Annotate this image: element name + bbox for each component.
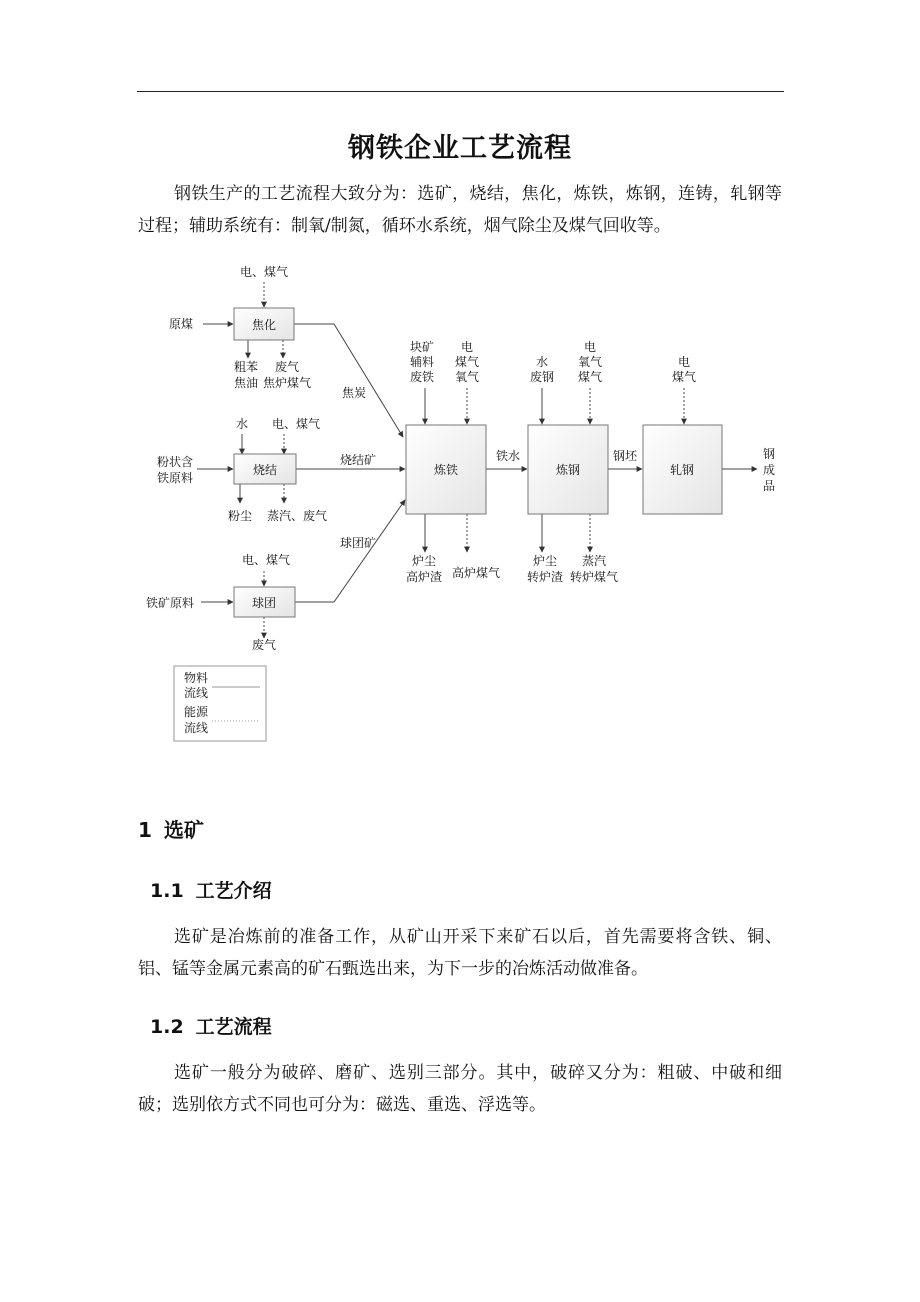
legend-box — [174, 666, 266, 741]
pellet-feed: 铁矿原料 — [146, 596, 195, 610]
sinter-ore: 烧结矿 — [340, 453, 377, 467]
iron-input: 电 — [461, 340, 474, 354]
pellet-label: 球团 — [251, 596, 277, 610]
steel-output: 炉尘 — [533, 554, 558, 568]
legend-energy: 能源 — [184, 705, 209, 719]
iron-output: 高炉煤气 — [452, 566, 501, 580]
rolling-label: 轧钢 — [669, 463, 695, 477]
iron-input: 块矿 — [410, 340, 435, 354]
sinter-label: 烧结 — [252, 463, 278, 477]
pellet-energy: 电、煤气 — [242, 553, 291, 567]
pellet-output: 废气 — [252, 638, 277, 652]
rolling-input: 煤气 — [672, 370, 697, 384]
coking-energy: 电、煤气 — [240, 265, 289, 279]
coking-output: 焦炉煤气 — [263, 376, 312, 390]
steel-input: 水 — [536, 355, 549, 369]
billet: 钢坯 — [613, 449, 638, 463]
sinter-output: 粉尘 — [228, 509, 253, 523]
section-1-2-heading: 1.2 工艺流程 — [150, 1016, 272, 1038]
sinter-energy: 电、煤气 — [272, 417, 321, 431]
pellet-ore: 球团矿 — [340, 536, 377, 550]
legend-material: 流线 — [184, 686, 209, 700]
section-1-1-heading: 1.1 工艺介绍 — [150, 880, 272, 902]
steel-input: 废钢 — [530, 370, 555, 384]
steel-input: 煤气 — [578, 370, 603, 384]
sinter-output: 蒸汽、废气 — [267, 509, 328, 523]
coking-label: 焦化 — [251, 318, 277, 332]
iron-input: 煤气 — [455, 355, 480, 369]
intro-paragraph: 钢铁生产的工艺流程大致分为：选矿，烧结，焦化，炼铁，炼钢，连铸，轧钢等过程；辅助系统有：制氧/制氮，循环水系统，烟气除尘及煤气回收等。 — [138, 184, 782, 236]
iron-input: 辅料 — [410, 355, 435, 369]
steelmaking-label: 炼钢 — [555, 463, 581, 477]
section-1-1-paragraph: 选矿是冶炼前的准备工作，从矿山开采下来矿石以后，首先需要将含铁、铜、铝、锰等金属元素高的矿石甄选出来，为下一步的冶炼活动做准备。 — [138, 927, 782, 979]
coking-output: 废气 — [275, 360, 300, 374]
section-1-2-paragraph: 选矿一般分为破碎、磨矿、选别三部分。其中，破碎又分为：粗破、中破和细破；选别依方式不同也可分为：磁选、重选、浮选等。 — [138, 1063, 782, 1115]
steel-product: 品 — [763, 479, 776, 493]
coking-output: 粗苯 — [234, 360, 259, 374]
ironmaking-label: 炼铁 — [433, 463, 459, 477]
hot-metal: 铁水 — [496, 449, 521, 463]
coking-output: 焦油 — [234, 376, 259, 390]
sinter-feed: 铁原料 — [157, 471, 194, 485]
section-1-heading: 1 选矿 — [138, 818, 204, 842]
legend-energy: 流线 — [184, 721, 209, 735]
coke-label: 焦炭 — [342, 386, 367, 400]
steel-product: 钢 — [763, 447, 776, 461]
legend-material: 物料 — [184, 671, 209, 685]
iron-input: 废铁 — [410, 370, 435, 384]
steel-output: 蒸汽 — [582, 554, 607, 568]
iron-output: 炉尘 — [412, 554, 437, 568]
sinter-water: 水 — [236, 417, 249, 431]
rolling-input: 电 — [678, 355, 691, 369]
document-title: 钢铁企业工艺流程 — [348, 133, 572, 164]
steel-output: 转炉煤气 — [570, 570, 619, 584]
steel-input: 氧气 — [578, 355, 603, 369]
sinter-feed: 粉状含 — [157, 455, 194, 469]
steel-output: 转炉渣 — [527, 570, 564, 584]
raw-coal: 原煤 — [169, 317, 194, 331]
iron-output: 高炉渣 — [406, 570, 443, 584]
steel-product: 成 — [763, 463, 776, 477]
steel-input: 电 — [584, 340, 597, 354]
iron-input: 氧气 — [455, 370, 480, 384]
